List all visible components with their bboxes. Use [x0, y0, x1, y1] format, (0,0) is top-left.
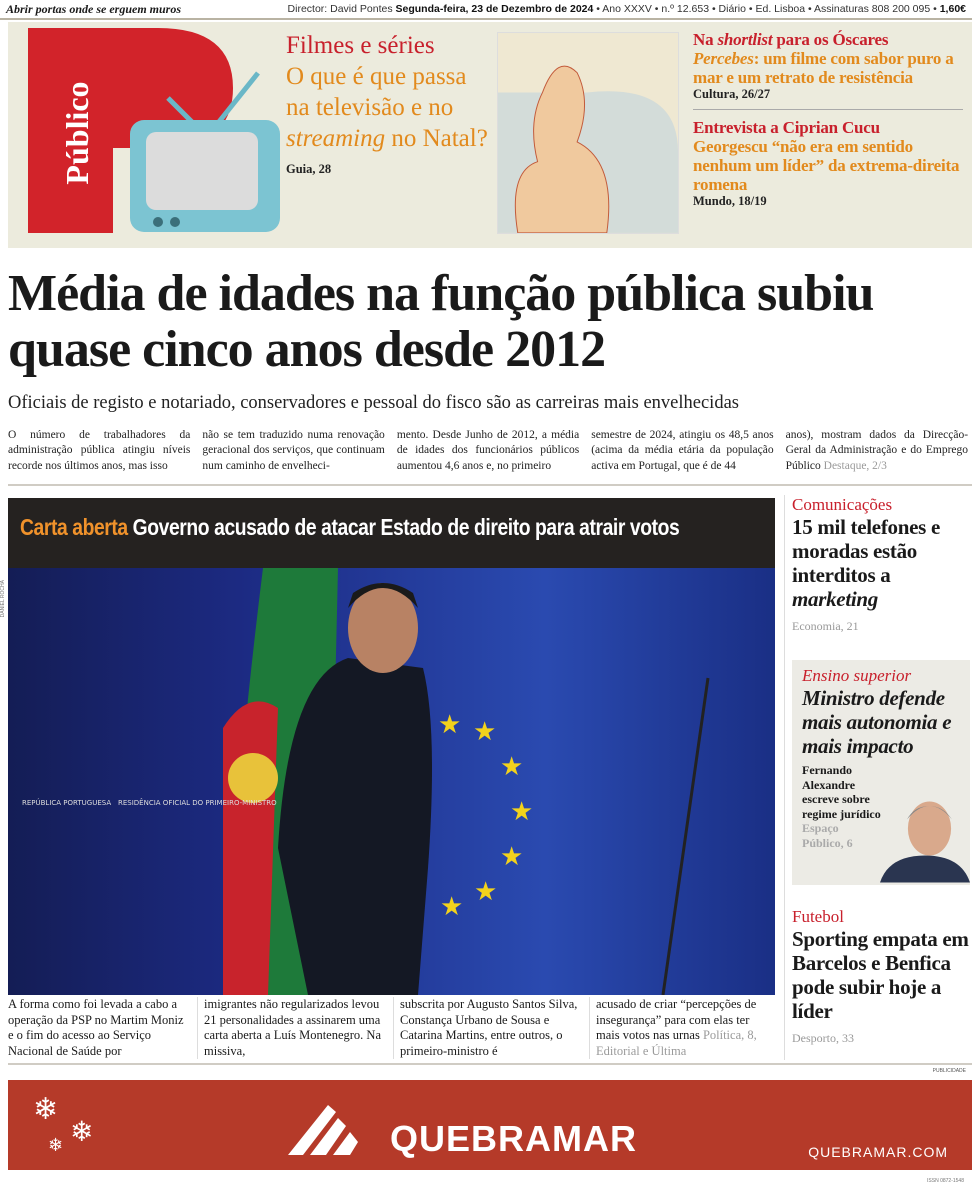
snowflake-icon: ❄ — [48, 1135, 64, 1155]
headline-em: marketing — [792, 587, 878, 611]
promo-tv[interactable] — [286, 30, 496, 185]
body-column — [589, 997, 775, 1059]
svg-text:★: ★ — [438, 710, 462, 740]
page-ref: Cultura, 26/27 — [693, 87, 771, 101]
body-column: imigrantes não regularizados levou 21 personalidades a assinarem uma carta aberta a Luís Montenegro. Na missiva, — [197, 997, 383, 1059]
photo-credit: DANIEL ROCHA — [0, 580, 6, 618]
snowflake-icon: ❄ — [33, 1093, 59, 1126]
svg-text:★: ★ — [510, 797, 534, 827]
main-photo — [8, 568, 775, 995]
date: Segunda-feira, 23 de Dezembro de 2024 — [395, 3, 594, 15]
promo-headline-end: no Natal? — [391, 125, 488, 152]
director: Director: David Pontes — [287, 3, 393, 15]
ad-brand: QUEBRAMAR — [390, 1118, 637, 1159]
story-football[interactable] — [785, 907, 972, 1046]
svg-text:★: ★ — [474, 877, 498, 907]
story-communications[interactable] — [785, 495, 972, 634]
lead-text: anos), mostram dados da Direcção-Geral da Administração e do Emprego Público — [785, 429, 969, 472]
divider — [8, 1063, 972, 1065]
top-bar — [0, 0, 972, 20]
svg-text:RESIDÊNCIA OFICIAL DO PRIMEIRO: RESIDÊNCIA OFICIAL DO PRIMEIRO-MINISTRO — [118, 799, 277, 807]
promo-headline: O que é que passa na televisão e no — [286, 63, 467, 121]
svg-text:★: ★ — [500, 752, 524, 782]
tagline: Abrir portas onde se erguem muros — [6, 2, 182, 16]
lead-column — [786, 428, 968, 474]
main-kicker: Carta aberta — [20, 514, 128, 540]
headline: Sporting empata em Barcelos e Benfica pode subir hoje a líder — [792, 927, 969, 1023]
headline: Ministro defende mais autonomia e mais impacto — [802, 686, 952, 758]
publico-logo — [18, 28, 288, 238]
promo-section: Filmes e séries — [286, 32, 435, 59]
kicker-end: para os Óscares — [776, 30, 889, 49]
price: 1,60€ — [939, 3, 966, 15]
ad-label: PUBLICIDADE — [932, 1068, 966, 1074]
kicker-em: shortlist — [717, 30, 773, 49]
lead-subhead: Oficiais de registo e notariado, conservadores e pessoal do fisco são as carreiras mais envelhecidas — [8, 393, 739, 413]
headline: : um filme com sabor puro a mar e um retrato de resistência — [693, 49, 954, 87]
lead-headline[interactable]: Média de idades na função pública subiu quase cinco anos desde 2012 — [8, 265, 874, 378]
right-promos — [693, 30, 963, 209]
advertisement[interactable] — [8, 1080, 972, 1170]
body-text: acusado de criar “percepções de insegurança” para com elas ter mais votos nas urnas — [596, 997, 757, 1042]
section-label: Ensino superior — [802, 666, 912, 685]
svg-text:★: ★ — [440, 892, 464, 922]
svg-text:REPÚBLICA PORTUGUESA: REPÚBLICA PORTUGUESA — [22, 799, 112, 807]
story-higher-education[interactable] — [792, 660, 970, 885]
page-ref: Mundo, 18/19 — [693, 194, 767, 208]
main-headline: Governo acusado de atacar Estado de direito para atrair votos — [132, 514, 680, 540]
svg-text:★: ★ — [473, 717, 497, 747]
illustration-image — [497, 32, 679, 234]
svg-text:Público: Público — [59, 81, 95, 185]
page-ref: Destaque, 2/3 — [823, 459, 887, 472]
quebramar-logo-icon — [288, 1100, 368, 1155]
page-ref: Economia, 21 — [792, 619, 859, 633]
body-column: A forma como foi levada a cabo a operação da PSP no Martim Moniz e o fim do acesso ao Serviço Nacional de Saúde por — [8, 997, 184, 1058]
sidebar — [784, 495, 972, 1060]
issn: ISSN 0872-1548 — [927, 1178, 964, 1184]
kicker: Na — [693, 30, 714, 49]
body-column: subscrita por Augusto Santos Silva, Constança Urbano de Sousa e Catarina Martins, entre outros, o primeiro-ministro é — [393, 997, 579, 1059]
page-ref: Desporto, 33 — [792, 1031, 854, 1045]
headline: 15 mil telefones e moradas estão interditos a — [792, 515, 940, 587]
promo-headline-em: streaming — [286, 125, 386, 152]
promo-interview[interactable] — [693, 110, 963, 209]
promo-oscars[interactable] — [693, 30, 963, 110]
masthead — [8, 22, 972, 248]
main-story-body — [8, 997, 775, 1059]
section-label: Comunicações — [792, 495, 893, 514]
headline: Georgescu “não era em sentido nenhum um líder” da extrema-direita romena — [693, 137, 960, 194]
main-story[interactable] — [8, 498, 775, 995]
lead-body — [8, 428, 968, 474]
page-ref: Espaço Público, 6 — [802, 821, 853, 850]
lead-column: não se tem traduzido numa renovação geracional dos serviços, que continuam num caminho de envelheci- — [202, 429, 385, 472]
promo-page: Guia, 28 — [286, 162, 332, 176]
snowflake-icon: ❄ — [70, 1117, 94, 1148]
lead-column: semestre de 2024, atingiu os 48,5 anos (acima da média etária da população activa em Portugal, que é de 44 — [591, 429, 774, 472]
lead-column: O número de trabalhadores da administração pública atingiu níveis recorde nos últimos anos, mas isso — [8, 429, 191, 472]
svg-text:★: ★ — [500, 842, 524, 872]
author-photo — [880, 790, 970, 885]
ad-url[interactable]: QUEBRAMAR.COM — [808, 1144, 948, 1160]
divider — [8, 484, 972, 486]
issue-info — [288, 1, 966, 17]
page-ref: Política, 8, Editorial e Última — [596, 1028, 757, 1058]
lead-column: mento. Desde Junho de 2012, a média de idades dos funcionários públicos aumentou 4,6 anos e, no primeiro — [396, 429, 580, 472]
issue-details: • Ano XXXV • n.º 12.653 • Diário • Ed. Lisboa • Assinaturas 808 200 095 • — [596, 3, 937, 15]
kicker: Entrevista a Ciprian Cucu — [693, 118, 880, 137]
section-label: Futebol — [792, 907, 844, 926]
summary: Fernando Alexandre escreve sobre regime jurídico — [802, 763, 881, 821]
headline-em: Percebes — [693, 49, 754, 68]
main-headline-bar — [8, 498, 775, 568]
